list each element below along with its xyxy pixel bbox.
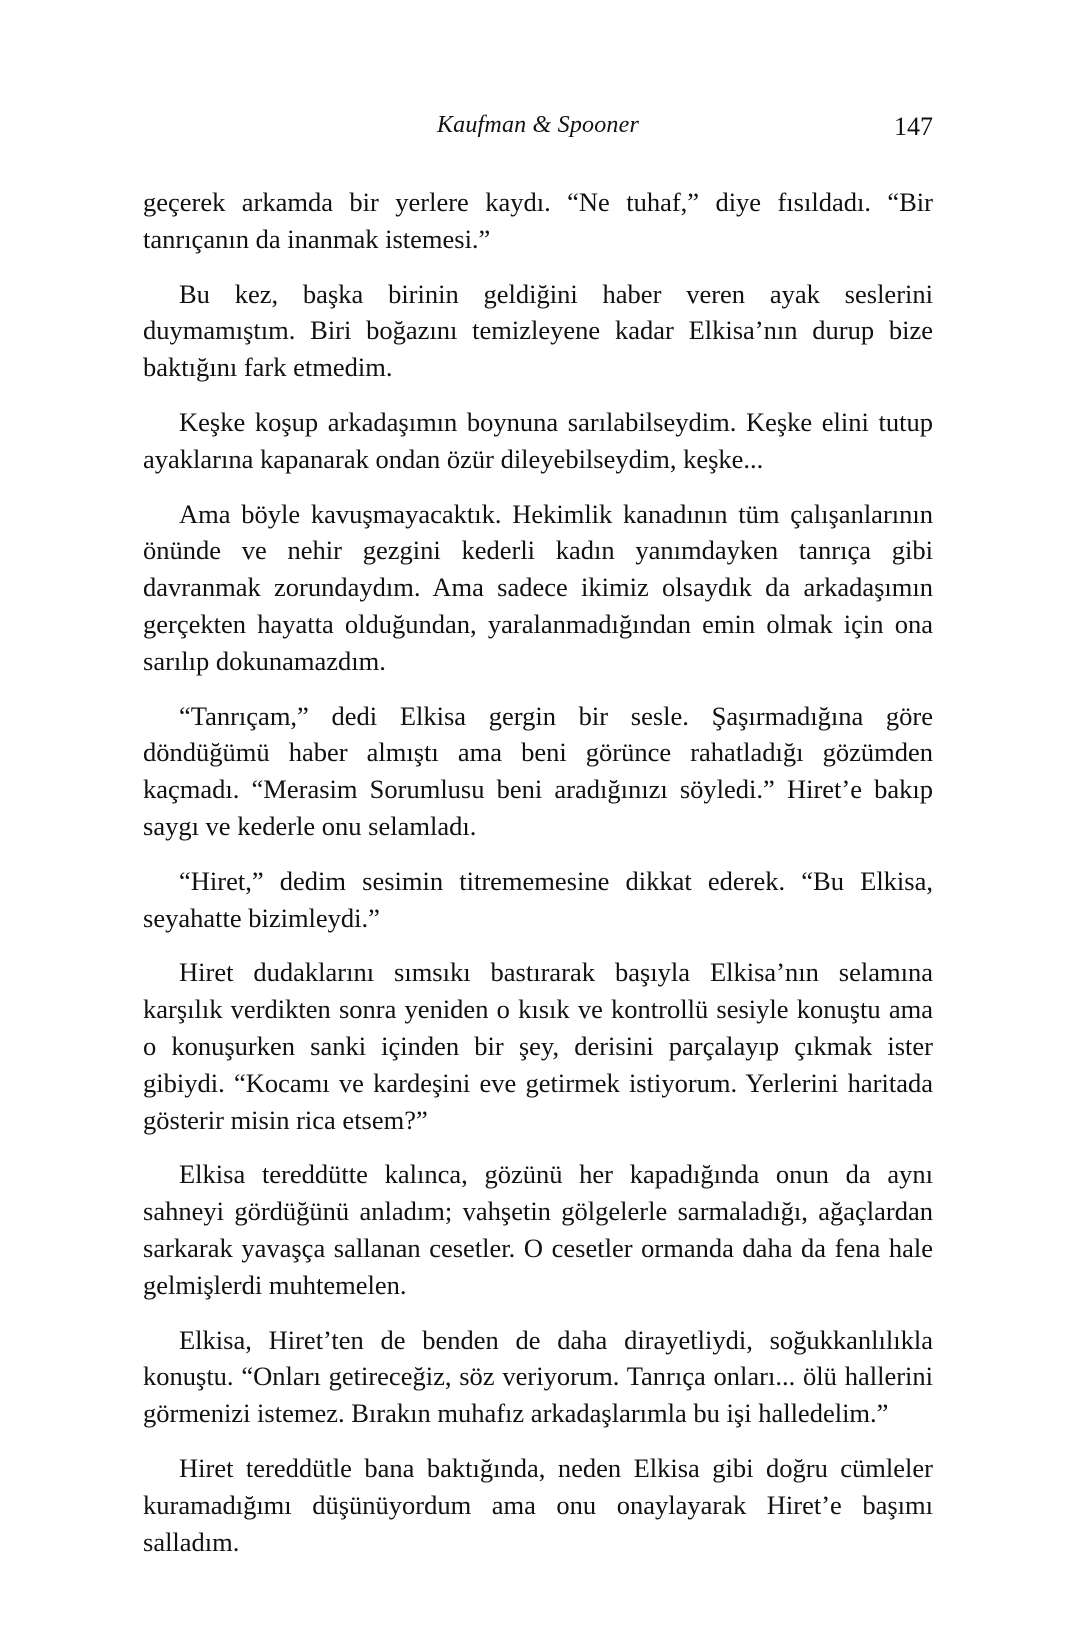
paragraph: Ama böyle kavuşmayacaktık. Hekimlik kanadının tüm çalışanlarının önünde ve nehir gezgini kederli kadın yanımdayken tanrıça gibi davranmak zorundaydım. Ama sadece ikimiz olsaydık da arkadaşımın gerçekten hayatta olduğundan, yaralanmadığından emin olmak için ona sarılıp dokunamazdım. [143,498,933,676]
paragraph: “Hiret,” dedim sesimin titrememesine dikkat ederek. “Bu Elkisa, seyahatte bizimleydi.” [143,865,933,933]
page-number: 147 [894,112,933,141]
paragraph: Hiret dudaklarını sımsıkı bastırarak başıyla Elkisa’nın selamına karşılık verdikten sonra yeniden o kısık ve kontrollü sesiyle konuştu ama o konuşurken sanki içinden bir şey, derisini parçalayıp çıkmak ister gibiydi. “Kocamı ve kardeşini eve getirmek istiyorum. Yerlerini haritada gösterir misin rica etsem?” [143,957,933,1135]
paragraph: Elkisa, Hiret’ten de benden de daha dirayetliydi, soğukkanlılıkla konuştu. “Onları getireceğiz, söz veriyorum. Tanrıça onları... ölü hallerini görmenizi istemez. Bırakın muhafız arkadaşlarımla bu işi halledelim.” [143,1324,933,1429]
paragraph: Keşke koşup arkadaşımın boynuna sarılabilseydim. Keşke elini tutup ayaklarına kapanarak ondan özür dileyebilseydim, keşke... [143,406,933,474]
running-title: Kaufman & Spooner [436,112,640,138]
paragraph: Hiret tereddütle bana baktığında, neden Elkisa gibi doğru cümleler kuramadığımı düşünüyordum ama onu onaylayarak Hiret’e başımı salladım. [143,1452,933,1557]
page-header [143,112,933,152]
body-text [143,184,933,1578]
paragraph: “Tanrıçam,” dedi Elkisa gergin bir sesle. Şaşırmadığına göre döndüğümü haber almıştı ama beni görünce rahatladığı gözümden kaçmadı. “Merasim Sorumlusu beni aradığınızı söyledi.” Hiret’e bakıp saygı ve kederle onu selamladı. [143,700,933,841]
paragraph: Bu kez, başka birinin geldiğini haber veren ayak seslerini duymamıştım. Biri boğazını temizleyene kadar Elkisa’nın durup bize baktığını fark etmedim. [143,278,933,383]
paragraph: geçerek arkamda bir yerlere kaydı. “Ne tuhaf,” diye fısıldadı. “Bir tanrıçanın da inanmak istemesi.” [143,187,933,254]
paragraph: Elkisa tereddütte kalınca, gözünü her kapadığında onun da aynı sahneyi gördüğünü anladım; vahşetin gölgelerle sarmaladığı, ağaçlardan sarkarak yavaşça sallanan cesetler. O cesetler ormanda daha da fena hale gelmişlerdi muhtemelen. [143,1159,933,1300]
